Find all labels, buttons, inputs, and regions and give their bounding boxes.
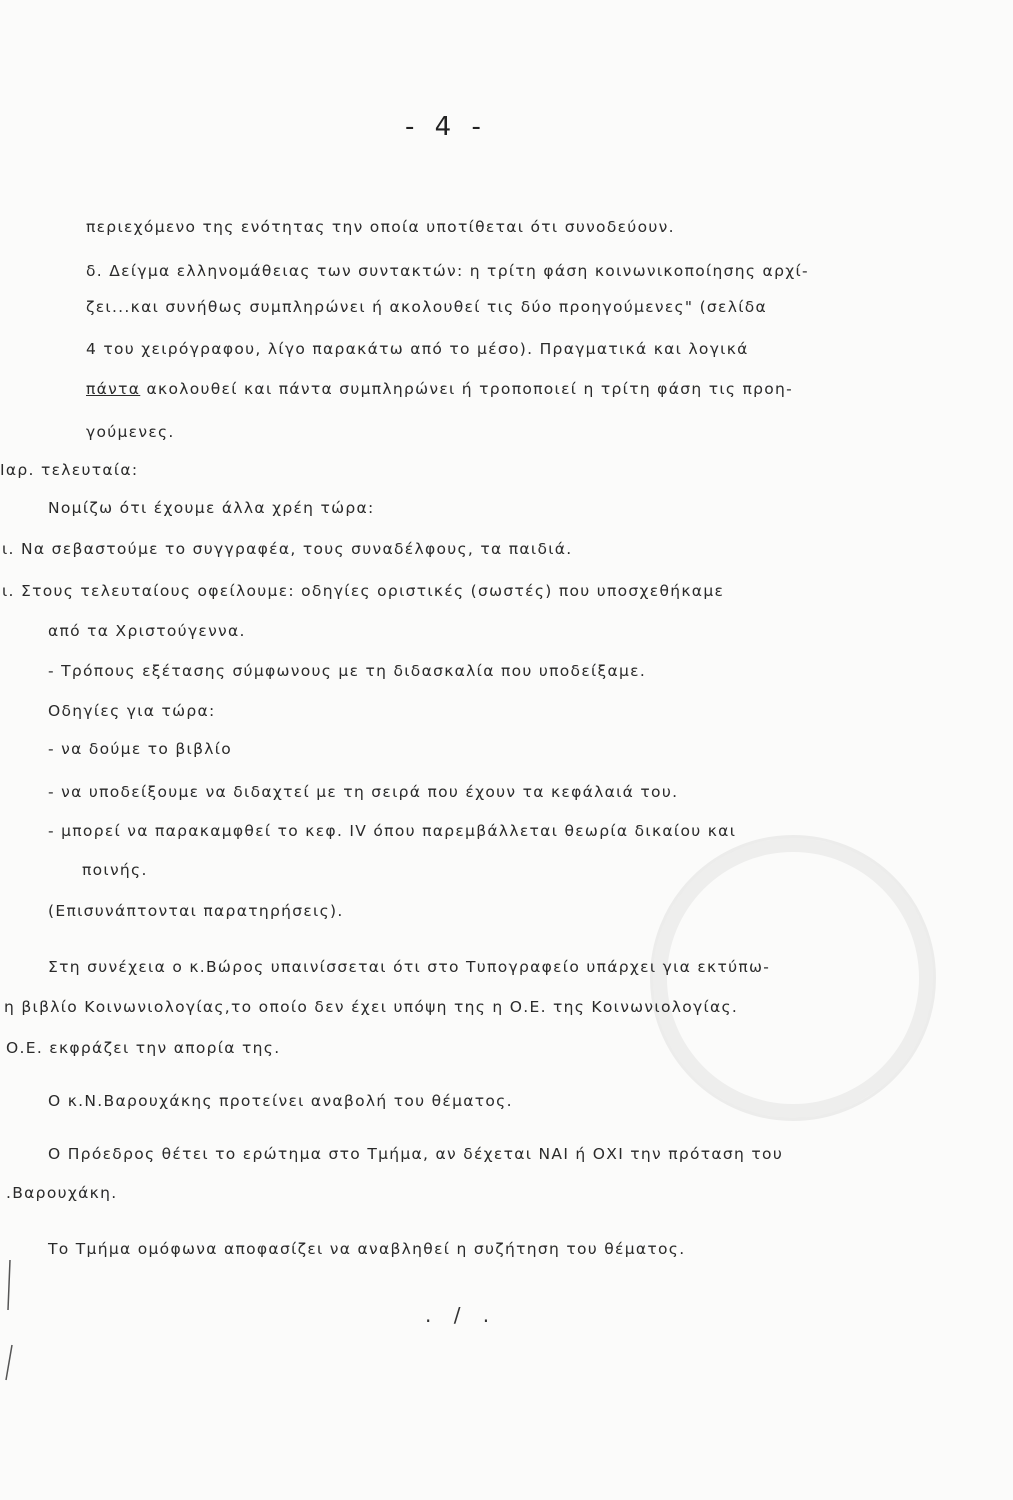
text-line: Ο.Ε. εκφράζει την απορία της. [6,1039,281,1057]
faded-seal [650,835,936,1121]
text-line: Στη συνέχεια ο κ.Βώρος υπαινίσσεται ότι στο Τυπογραφείο υπάρχει για εκτύπω- [48,958,771,976]
text-line: (Επισυνάπτονται παρατηρήσεις). [48,902,344,920]
underlined-word: πάντα [86,380,141,398]
margin-marks [0,1250,20,1390]
text-line: - να δούμε το βιβλίο [48,740,233,758]
text-line: - μπορεί να παρακαμφθεί το κεφ. IV όπου παρεμβάλλεται θεωρία δικαίου και [48,822,737,840]
text-line: περιεχόμενο της ενότητας την οποία υποτίθεται ότι συνοδεύουν. [86,218,675,236]
text-line: Νομίζω ότι έχουμε άλλα χρέη τώρα: [48,499,375,517]
text-line: Οδηγίες για τώρα: [48,702,216,720]
text-line: 4 του χειρόγραφου, λίγο παρακάτω από το μέσο). Πραγματικά και λογικά [86,340,749,358]
text-line: ζει...και συνήθως συμπληρώνει ή ακολουθεί τις δύο προηγούμενες" (σελίδα [86,298,768,316]
text-line: .Βαρουχάκη. [6,1184,118,1202]
text-line: ι. Στους τελευταίους οφείλουμε: οδηγίες οριστικές (σωστές) που υποσχεθήκαμε [2,582,725,600]
continuation-mark: . / . [425,1303,498,1327]
text-line: Ιαρ. τελευταία: [0,461,139,479]
text-line: γούμενες. [86,423,175,441]
text-line [86,380,793,398]
text-line: ι. Να σεβαστούμε το συγγραφέα, τους συναδέλφους, τα παιδιά. [2,540,573,558]
text-line: - να υποδείξουμε να διδαχτεί με τη σειρά που έχουν τα κεφάλαιά του. [48,783,679,801]
text-line: δ. Δείγμα ελληνομάθειας των συντακτών: η τρίτη φάση κοινωνικοποίησης αρχί- [86,262,809,280]
text-line: Το Τμήμα ομόφωνα αποφασίζει να αναβληθεί η συζήτηση του θέματος. [48,1240,686,1258]
text-line: η βιβλίο Κοινωνιολογίας,το οποίο δεν έχει υπόψη της η Ο.Ε. της Κοινωνιολογίας. [4,998,739,1016]
text-line-rest: ακολουθεί και πάντα συμπληρώνει ή τροποποιεί η τρίτη φάση τις προη- [140,380,794,398]
text-line: Ο κ.Ν.Βαρουχάκης προτείνει αναβολή του θέματος. [48,1092,513,1110]
text-line: Ο Πρόεδρος θέτει το ερώτημα στο Τμήμα, αν δέχεται ΝΑΙ ή ΟΧΙ την πρόταση του [48,1145,784,1163]
page-number: - 4 - [405,112,487,142]
text-line: - Τρόπους εξέτασης σύμφωνους με τη διδασκαλία που υποδείξαμε. [48,662,647,680]
text-line: ποινής. [82,861,148,879]
text-line: από τα Χριστούγεννα. [48,622,246,640]
